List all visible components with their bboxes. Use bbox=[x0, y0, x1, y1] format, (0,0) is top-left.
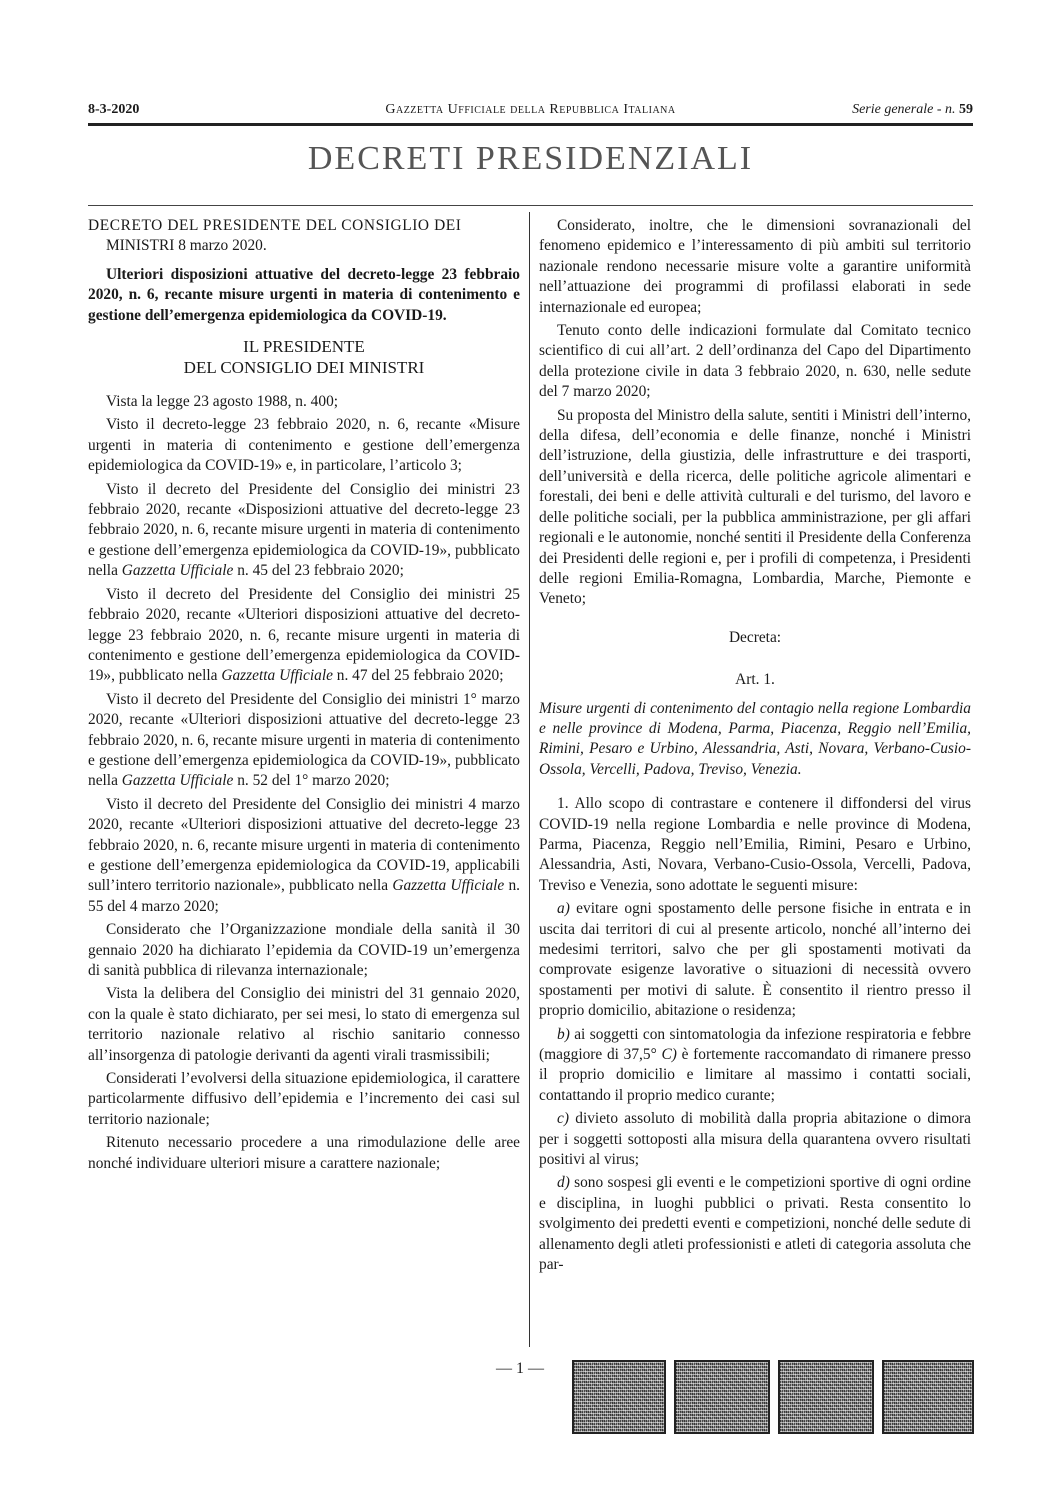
serie-text: Serie generale - n. bbox=[852, 102, 959, 117]
item-label: d) bbox=[557, 1174, 570, 1192]
president-heading bbox=[88, 336, 520, 378]
datamatrix-code bbox=[674, 1360, 770, 1434]
serie-label bbox=[852, 102, 973, 118]
serie-number: 59 bbox=[959, 102, 973, 117]
item-text: evitare ogni spostamento delle persone fisiche in entrata e in uscita dai territori di cui al presente articolo, nonché all’interno dei medesimi territori, salvo che per gli spostamenti motivati da comprovate esigenze lavorative o situazioni di necessità ovvero spostamenti per motivi di salute. È consentito il rientro presso il proprio domicilio, abitazione o residenza; bbox=[539, 900, 971, 1020]
text: Visto il decreto del Presidente del Consiglio dei ministri 23 febbraio 2020, recante «Disposizioni attuative del decreto-legge 23 febbraio 2020, n. 6, recante misure urgenti in materia di contenimento e gestione dell’emergenza epidemiologica da COVID-19», pubblicato nella bbox=[88, 480, 520, 580]
paragraph bbox=[88, 585, 520, 687]
paragraph: Vista la delibera del Consiglio dei ministri del 31 gennaio 2020, con la quale è stato dichiarato, per sei mesi, lo stato di emergenza sul territorio nazionale relativo al rischio sanitario connesso all’insorgenza di patologie derivanti da agenti virali trasmissibili; bbox=[88, 985, 520, 1064]
decree-heading-line2: MINISTRI 8 marzo 2020. bbox=[106, 237, 267, 255]
italic-text: Gazzetta Ufficiale bbox=[121, 562, 234, 580]
column-divider bbox=[529, 212, 530, 1347]
article-heading: Art. 1. bbox=[735, 671, 775, 689]
president-line1: IL PRESIDENTE bbox=[243, 337, 365, 357]
issue-date: 8-3-2020 bbox=[88, 102, 140, 117]
item-label: c) bbox=[557, 1110, 569, 1128]
item-text: sono sospesi gli eventi e le competizioni sportive di ogni ordine e disciplina, in luoghi pubblici o privati. Resta consentito lo svolgimento dei predetti eventi e competizioni, nonché delle sedute di allenamento degli atleti professionisti e atleti di categoria assoluta che par- bbox=[539, 1174, 971, 1274]
paragraph: Su proposta del Ministro della salute, sentiti i Ministri dell’interno, della difesa, dell’economia e delle finanze, nonché i Ministri dell’istruzione, della giustizia, delle infrastrutture e dei trasporti, dell’università e della ricerca, delle politiche agricole alimentari e forestali, dei beni e delle attività culturali e del turismo, del lavoro e delle politiche sociali, per la pubblica amministrazione, per gli affari regionali e le autonomie, nonché sentiti il Presidente della Conferenza dei Presidenti delle regioni e, per i profili di competenza, i Presidenti delle regioni Emilia-Romagna, Lombardia, Marche, Piemonte e Veneto; bbox=[539, 406, 971, 608]
item-text: ai soggetti con sintomatologia da infezione respiratoria e febbre (maggiore di 37,5° bbox=[539, 1025, 971, 1064]
text: Visto il decreto del Presidente del Consiglio dei ministri 1° marzo 2020, recante «Ulteriori disposizioni attuative del decreto-legge 23 febbraio 2020, n. 6, recante misure urgenti in materia di contenimento e gestione dell’emergenza epidemiologica da COVID-19», pubblicato nella bbox=[88, 690, 520, 790]
paragraph: Considerato che l’Organizzazione mondiale della sanità il 30 gennaio 2020 ha dichiarato l’epidemia da COVID-19 un’emergenza di sanità pubblica di rilevanza internazionale; bbox=[88, 921, 520, 979]
page-number: — 1 — bbox=[496, 1360, 544, 1377]
paragraph: Considerati l’evolversi della situazione epidemiologica, il carattere particolarmente diffusivo dell’epidemia e l’incremento dei casi sul territorio nazionale; bbox=[88, 1070, 520, 1128]
text: n. 47 del 25 febbraio 2020; bbox=[332, 667, 504, 685]
paragraph: 1. Allo scopo di contrastare e contenere il diffondersi del virus COVID-19 nella regione Lombardia e nelle province di Modena, Parma, Piacenza, Reggio nell’Emilia, Rimini, Pesaro e Urbino, Alessandria, Asti, Novara, Verbano-Cusio-Ossola, Vercelli, Padova, Treviso e Venezia, sono adottate le seguenti misure: bbox=[539, 795, 971, 894]
paragraph: Vista la legge 23 agosto 1988, n. 400; bbox=[106, 393, 339, 411]
text: Visto il decreto del Presidente del Consiglio dei ministri 4 marzo 2020, recante «Ulteriori disposizioni attuative del decreto-legge 23 febbraio 2020, n. 6, recante misure urgenti in materia di contenimento e gestione dell’emergenza epidemiologica da COVID-19, applicabili sull’intero territorio nazionale», pubblicato nella bbox=[88, 795, 520, 895]
left-column bbox=[88, 216, 520, 1177]
president-line2: DEL CONSIGLIO DEI MINISTRI bbox=[183, 358, 425, 378]
decreta-heading: Decreta: bbox=[728, 628, 782, 646]
right-column bbox=[539, 216, 971, 1279]
section-title: DECRETI PRESIDENZIALI bbox=[307, 140, 754, 177]
paragraph bbox=[88, 690, 520, 792]
item-label: a) bbox=[557, 900, 570, 918]
list-item bbox=[539, 1173, 971, 1275]
item-label: b) bbox=[557, 1025, 570, 1043]
list-item bbox=[539, 1025, 971, 1107]
decree-heading bbox=[88, 216, 520, 257]
decree-heading-line1: DECRETO DEL PRESIDENTE DEL CONSIGLIO DEI bbox=[88, 217, 462, 234]
text: n. 55 del 4 marzo 2020; bbox=[88, 877, 520, 915]
item-text: divieto assoluto di mobilità dalla propria abitazione o dimora per i soggetti sottoposti alla misura della quarantena ovvero risultati positivi al virus; bbox=[539, 1110, 971, 1169]
gazette-title: Gazzetta Ufficiale della Repubblica Italiana bbox=[385, 102, 676, 117]
text: n. 45 del 23 febbraio 2020; bbox=[233, 562, 404, 580]
item-text: è fortemente raccomandato di rimanere presso il proprio domicilio e limitare al massimo i contatti sociali, contattando il proprio medico curante; bbox=[539, 1046, 971, 1104]
paragraph bbox=[88, 480, 520, 582]
text: n. 52 del 1° marzo 2020; bbox=[233, 772, 390, 790]
italic-text: Gazzetta Ufficiale bbox=[392, 877, 505, 895]
italic-text: Gazzetta Ufficiale bbox=[221, 667, 333, 685]
italic-text: Gazzetta Ufficiale bbox=[121, 772, 234, 790]
list-item bbox=[539, 899, 971, 1021]
header-rule bbox=[88, 123, 973, 126]
decree-subtitle: Ulteriori disposizioni attuative del decreto-legge 23 febbraio 2020, n. 6, recante misure urgenti in materia di contenimento e gestione dell’emergenza epidemiologica da COVID-19. bbox=[88, 265, 520, 324]
list-item bbox=[539, 1109, 971, 1170]
datamatrix-code bbox=[778, 1360, 874, 1434]
page-header bbox=[88, 102, 973, 124]
paragraph: Visto il decreto-legge 23 febbraio 2020, n. 6, recante «Misure urgenti in materia di contenimento e gestione dell’emergenza epidemiologica da COVID-19» e, in particolare, l’articolo 3; bbox=[88, 416, 520, 475]
article-title: Misure urgenti di contenimento del contagio nella regione Lombardia e nelle province di Modena, Parma, Piacenza, Reggio nell’Emilia, Rimini, Pesaro e Urbino, Alessandria, Asti, Novara, Verbano-Cusio-Ossola, Vercelli, Padova, Treviso, Venezia. bbox=[539, 699, 971, 778]
paragraph: Ritenuto necessario procedere a una rimodulazione delle aree nonché individuare ulteriori misure a carattere nazionale; bbox=[88, 1134, 520, 1172]
italic-text: C) bbox=[661, 1046, 677, 1064]
datamatrix-code bbox=[572, 1360, 666, 1434]
datamatrix-code bbox=[882, 1360, 974, 1434]
section-rule bbox=[88, 205, 973, 206]
text: Visto il decreto del Presidente del Consiglio dei ministri 25 febbraio 2020, recante «Ulteriori disposizioni attuative del decreto-legge 23 febbraio 2020, n. 6, recante misure urgenti in materia di contenimento e gestione dell’emergenza epidemiologica da COVID-19», pubblicato nella bbox=[88, 585, 520, 685]
paragraph bbox=[88, 795, 520, 917]
paragraph: Tenuto conto delle indicazioni formulate dal Comitato tecnico scientifico di cui all’art. 2 dell’ordinanza del Capo del Dipartimento della protezione civile in data 3 febbraio 2020, n. 630, nelle sedute del 7 marzo 2020; bbox=[539, 322, 971, 401]
paragraph: Considerato, inoltre, che le dimensioni sovranazionali del fenomeno epidemico e l’interessamento di più ambiti sul territorio nazionale rendono necessarie misure volte a garantire uniformità nell’attuazione dei programmi di profilassi elaborati in sede internazionale ed europea; bbox=[539, 217, 971, 316]
